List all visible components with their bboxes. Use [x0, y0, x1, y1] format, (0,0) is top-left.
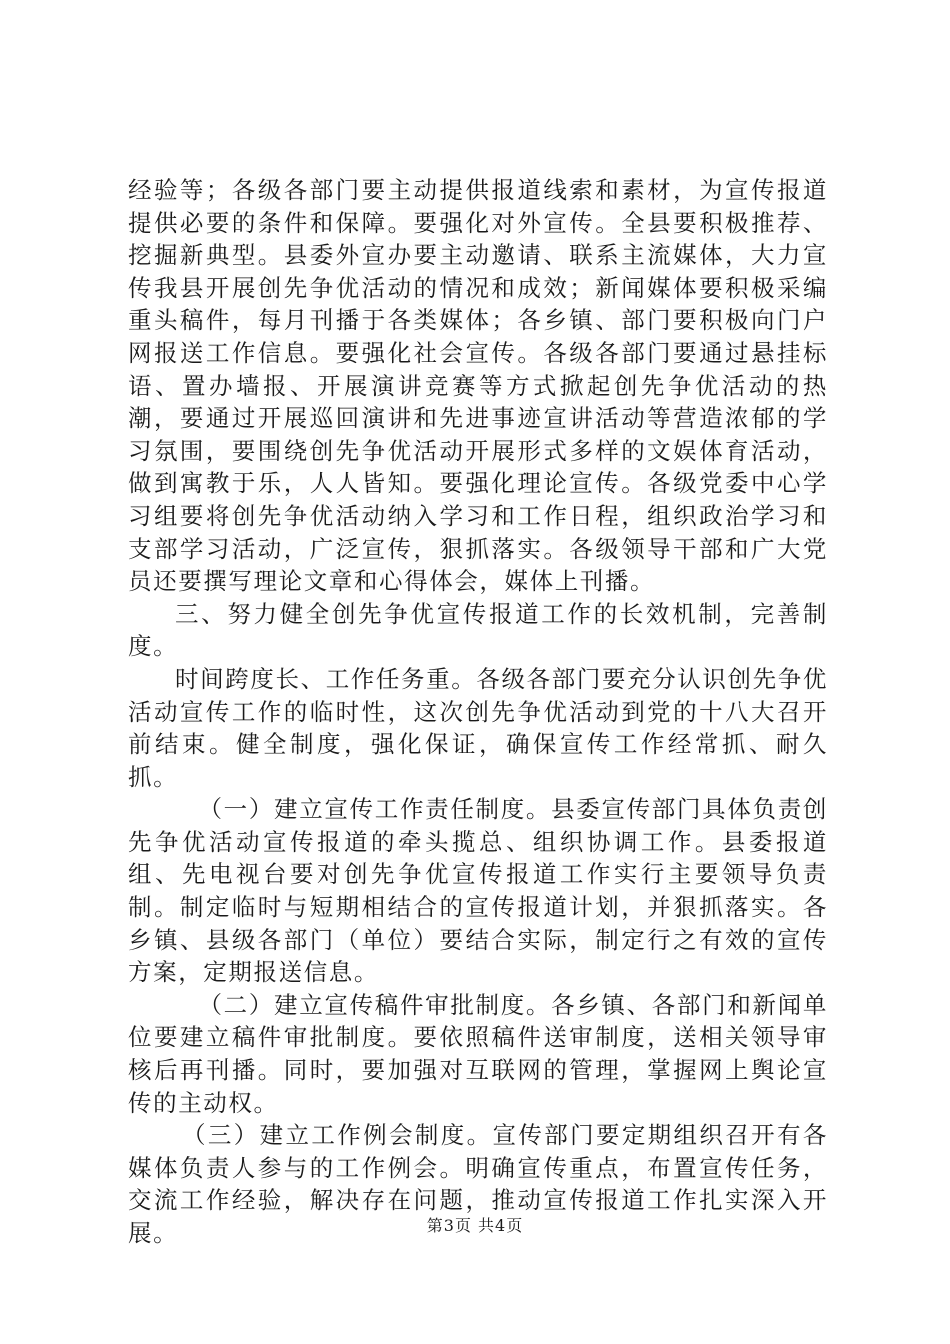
section-heading-3: 三、努力健全创先争优宣传报道工作的长效机制，完善制度。	[128, 599, 828, 661]
page-number-label: 第3页 共4页	[426, 1216, 524, 1235]
page-footer	[0, 1213, 950, 1236]
paragraph-item-1: （一）建立宣传工作责任制度。县委宣传部门具体负责创先争优活动宣传报道的牵头揽总、组织协调工作。县委报道组、先电视台要对创先争优宣传报道工作实行主要领导负责制。制定临时与短期相结合的宣传报道计划，并狠抓落实。各乡镇、县级各部门（单位）要结合实际，制定行之有效的宣传方案，定期报送信息。	[128, 795, 828, 987]
document-body	[128, 174, 828, 1250]
paragraph-item-3: （三）建立工作例会制度。宣传部门要定期组织召开有各媒体负责人参与的工作例会。明确宣传重点，布置宣传任务，交流工作经验，解决存在问题，推动宣传报道工作扎实深入开展。	[128, 1121, 828, 1247]
paragraph-item-2: （二）建立宣传稿件审批制度。各乡镇、各部门和新闻单位要建立稿件审批制度。要依照稿件送审制度，送相关领导审核后再刊播。同时，要加强对互联网的管理，掌握网上舆论宣传的主动权。	[128, 990, 828, 1117]
paragraph-section-3-intro: 时间跨度长、工作任务重。各级各部门要充分认识创先争优活动宣传工作的临时性，这次创先争优活动到党的十八大召开前结束。健全制度，强化保证，确保宣传工作经常抓、耐久抓。	[128, 664, 828, 791]
paragraph-continuation: 经验等；各级各部门要主动提供报道线索和素材，为宣传报道提供必要的条件和保障。要强化对外宣传。全县要积极推荐、挖掘新典型。县委外宣办要主动邀请、联系主流媒体，大力宣传我县开展创先争优活动的情况和成效；新闻媒体要积极采编重头稿件，每月刊播于各类媒体；各乡镇、部门要积极向门户网报送工作信息。要强化社会宣传。各级各部门要通过悬挂标语、置办墙报、开展演讲竞赛等方式掀起创先争优活动的热潮，要通过开展巡回演讲和先进事迹宣讲活动等营造浓郁的学习氛围，要围绕创先争优活动开展形式多样的文娱体育活动，做到寓教于乐，人人皆知。要强化理论宣传。各级党委中心学习组要将创先争优活动纳入学习和工作日程，组织政治学习和支部学习活动，广泛宣传，狠抓落实。各级领导干部和广大党员还要撰写理论文章和心得体会，媒体上刊播。	[128, 176, 828, 596]
